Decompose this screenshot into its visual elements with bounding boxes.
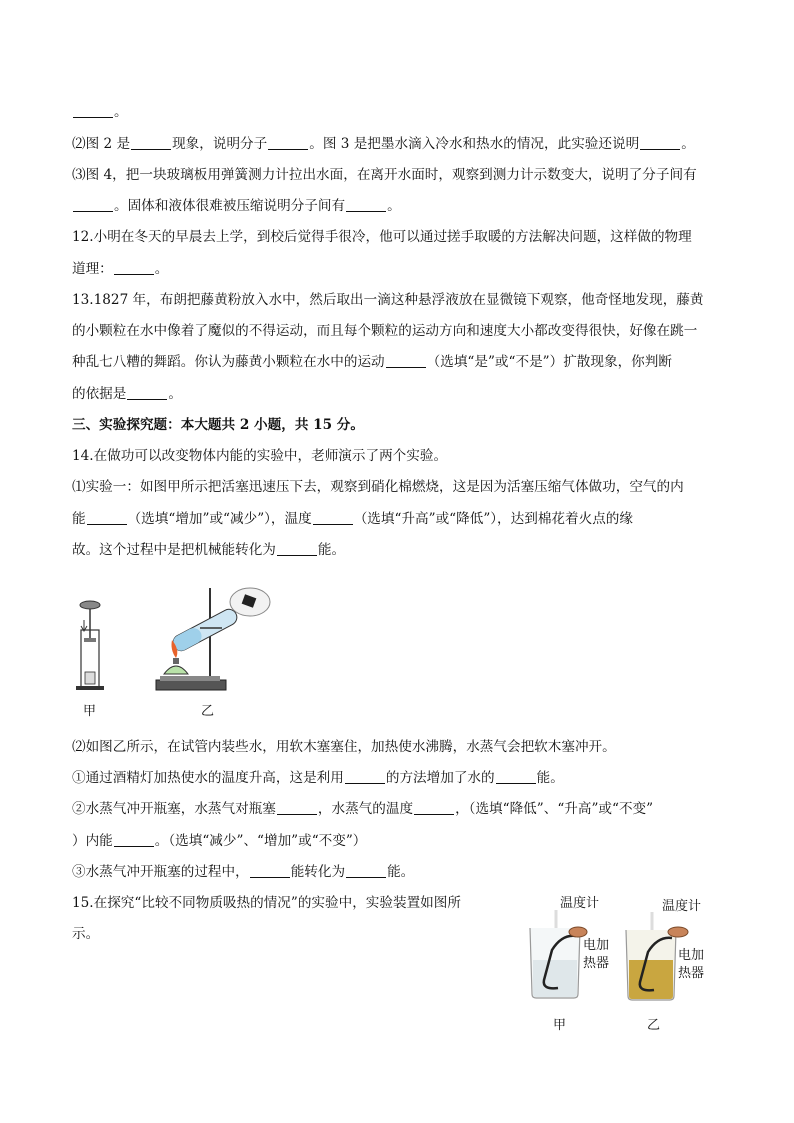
text-segment: 。: [114, 104, 128, 120]
piston-apparatus-figure: [70, 600, 110, 695]
thermometer-label-right: 温度计: [662, 899, 702, 914]
text-segment: ①通过酒精灯加热使水的温度升高，这是利用: [72, 770, 344, 786]
text-segment: 能转化为: [290, 864, 346, 880]
heater-label-right-1: 电加: [678, 948, 705, 963]
text-segment: 三、实验探究题：本大题共 2 小题，共 15 分。: [72, 417, 364, 433]
text-segment: ⑵如图乙所示，在试管内装些水，用软木塞塞住，加热使水沸腾，水蒸气会把软木塞冲开。: [72, 739, 616, 755]
text-segment: 故。这个过程中是把机械能转化为: [72, 542, 276, 558]
text-segment: （选填“升高”或“降低”），达到棉花着火点的缘: [353, 511, 633, 527]
answer-blank: [346, 198, 386, 212]
text-line: [72, 353, 672, 371]
answer-blank: [277, 801, 317, 815]
text-line: [72, 135, 695, 153]
text-segment: 。: [387, 198, 401, 214]
text-segment: ，（选填“降低”、“升高”或“不变”: [455, 801, 654, 817]
text-line: [72, 800, 653, 818]
text-line: [72, 769, 564, 787]
answer-blank: [346, 864, 386, 878]
test-tube-apparatus-figure: [150, 580, 270, 695]
answer-blank: [127, 386, 167, 400]
heater-label-left-1: 电加: [583, 938, 610, 953]
text-line: [72, 385, 182, 403]
text-segment: 的依据是: [72, 386, 127, 402]
answer-blank: [496, 770, 536, 784]
text-segment: 的方法增加了水的: [385, 770, 495, 786]
text-line: [72, 166, 697, 184]
text-line: [72, 894, 461, 912]
answer-blank: [414, 801, 454, 815]
text-segment: 能。: [536, 770, 564, 786]
answer-blank: [131, 136, 171, 150]
text-line: [72, 832, 366, 850]
answer-blank: [386, 354, 426, 368]
text-segment: 14.在做功可以改变物体内能的实验中，老师演示了两个实验。: [72, 448, 448, 464]
text-segment: 15.在探究“比较不同物质吸热的情况”的实验中，实验装置如图所: [72, 895, 461, 911]
text-segment: 道理：: [72, 261, 113, 277]
text-segment: （选填“增加”或“减少”），温度: [127, 511, 312, 527]
text-segment: 。: [154, 261, 169, 277]
text-segment: ）内能: [72, 833, 113, 849]
text-line: [72, 541, 345, 559]
text-segment: ②水蒸气冲开瓶塞，水蒸气对瓶塞: [72, 801, 276, 817]
figure-label-jia: 甲: [83, 704, 97, 719]
text-segment: 示。: [72, 926, 100, 942]
figure2-label-yi: 乙: [647, 1018, 661, 1033]
text-segment: ⑶图 4，把一块玻璃板用弹簧测力计拉出水面，在离开水面时，观察到测力计示数变大，说明了分子间有: [72, 167, 697, 183]
text-segment: 能。: [387, 864, 415, 880]
answer-blank: [345, 770, 385, 784]
answer-blank: [250, 864, 290, 878]
text-segment: 12.小明在冬天的早晨去上学，到校后觉得手很冷，他可以通过搓手取暖的方法解决问题，这样做的物理: [72, 229, 692, 245]
text-line: [72, 478, 684, 496]
thermometer-label-left: 温度计: [560, 896, 600, 911]
text-segment: 。图 3 是把墨水滴入冷水和热水的情况，此实验还说明: [309, 136, 640, 152]
text-segment: 能: [72, 511, 86, 527]
text-line: [72, 322, 697, 340]
answer-blank: [87, 511, 127, 525]
text-line: [72, 925, 99, 943]
text-segment: 种乱七八糟的舞蹈。你认为藤黄小颗粒在水中的运动: [72, 354, 385, 370]
answer-blank: [73, 104, 113, 118]
text-segment: ，水蒸气的温度: [317, 801, 414, 817]
text-line: [72, 260, 168, 278]
heater-label-left-2: 热器: [583, 956, 610, 971]
text-segment: （选填“是”或“不是”）扩散现象，你判断: [426, 354, 672, 370]
text-line: [72, 291, 703, 309]
text-segment: 13.1827 年，布朗把藤黄粉放入水中，然后取出一滴这种悬浮液放在显微镜下观察，他奇怪地发现，藤黄: [72, 292, 704, 308]
answer-blank: [313, 511, 353, 525]
answer-blank: [114, 261, 154, 275]
answer-blank: [268, 136, 308, 150]
beaker-water-figure: [522, 910, 592, 1000]
text-segment: 能。: [317, 542, 346, 558]
answer-blank: [114, 833, 154, 847]
heater-label-right-2: 热器: [678, 966, 705, 981]
text-segment: 。固体和液体很难被压缩说明分子间有: [114, 198, 346, 214]
text-segment: ⑴实验一：如图甲所示把活塞迅速压下去，观察到硝化棉燃烧，这是因为活塞压缩气体做功，空气的内: [72, 479, 684, 495]
section-heading: [72, 416, 364, 434]
answer-blank: [640, 136, 680, 150]
text-line: [72, 103, 128, 121]
text-segment: 。: [168, 386, 182, 402]
text-line: [72, 197, 401, 215]
text-line: [72, 510, 633, 528]
text-segment: 。: [681, 136, 695, 152]
text-line: [72, 738, 616, 756]
answer-blank: [73, 198, 113, 212]
beaker-oil-figure: [620, 912, 690, 1002]
text-line: [72, 228, 692, 246]
text-segment: 的小颗粒在水中像着了魔似的不得运动，而且每个颗粒的运动方向和速度大小都改变得很快，好像在跳一: [72, 323, 698, 339]
text-line: [72, 863, 414, 881]
figure2-label-jia: 甲: [553, 1018, 567, 1033]
text-segment: ③水蒸气冲开瓶塞的过程中，: [72, 864, 249, 880]
answer-blank: [277, 542, 317, 556]
text-segment: 。（选填“减少”、“增加”或“不变”）: [154, 833, 367, 849]
figure-label-yi: 乙: [201, 704, 215, 719]
text-segment: ⑵图 2 是: [72, 136, 131, 152]
text-line: [72, 447, 447, 465]
text-segment: 现象，说明分子: [172, 136, 268, 152]
